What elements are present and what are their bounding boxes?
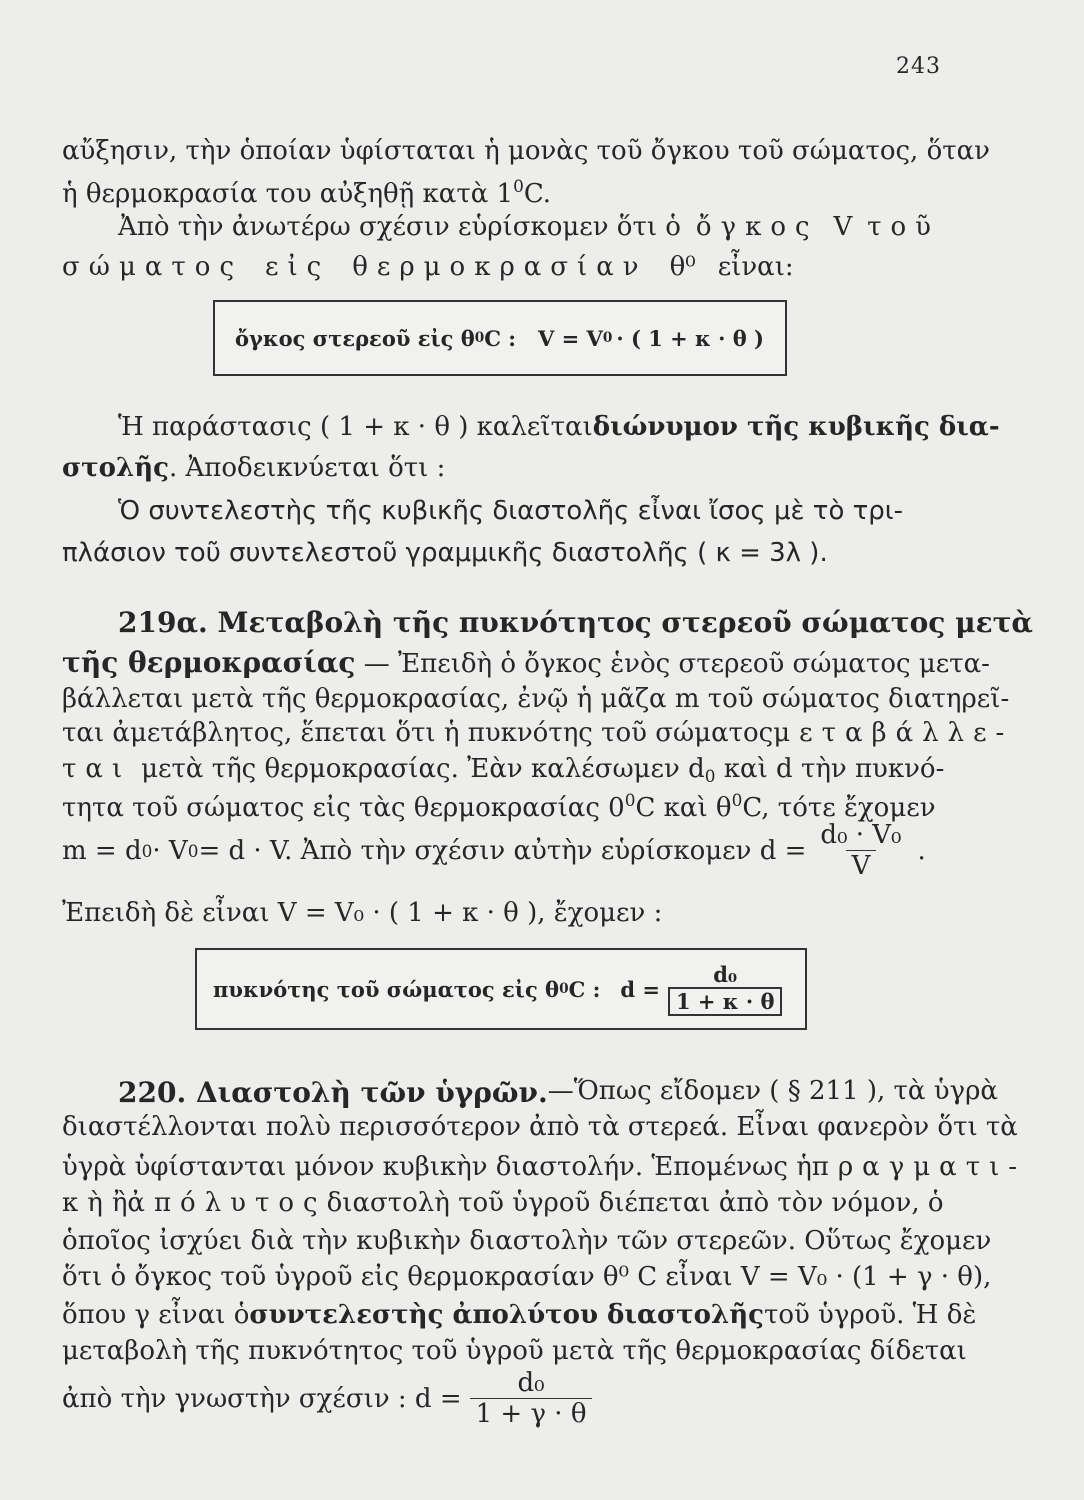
text-line: βάλλεται μετὰ τῆς θερμοκρασίας, ἐνῷ ἡ μᾶζα m τοῦ σώματος διατηρεῖ- bbox=[62, 684, 1010, 714]
text-line: ὁποῖος ἰσχύει διὰ τὴν κυβικὴν διαστολὴν τῶν στερεῶν. Οὕτως ἔχομεν bbox=[62, 1226, 992, 1256]
text-line: Ἐπειδὴ δὲ εἶναι V = V₀ · ( 1 + κ · θ ), ἔχομεν : bbox=[62, 898, 663, 928]
formula-box-density: πυκνότης τοῦ σώματος εἰς θ 0 C : d = $\frac{\text{d₀}}{1 + \kappa \cdot \theta}$ bbox=[195, 948, 807, 1030]
page-number: 243 bbox=[896, 54, 941, 79]
section-heading: 219α. Μεταβολὴ τῆς πυκνότητος στερεοῦ σώματος μετὰ bbox=[118, 606, 1033, 639]
text-line: σώματος εἰς θερμοκρασίαν θ⁰ εἶναι: bbox=[62, 252, 794, 282]
text-line: ὅτι ὁ ὄγκος τοῦ ὑγροῦ εἰς θερμοκρασίαν θ⁰ C εἶναι V = V₀ · (1 + γ · θ), bbox=[62, 1262, 992, 1292]
formula-box-volume: ὄγκος στερεοῦ εἰς θ 0 C : V = V 0 · ( 1 + κ · θ ) bbox=[213, 300, 787, 376]
equation-line: m = d 0 · V 0 = d · V. Ἀπὸ τὴν σχέσιν αὐτὴν εὑρίσκομεν d = $\frac{\text{d₀ · V₀}}{V}$ . bbox=[62, 820, 926, 881]
text-line: ὅπου γ εἶναι ὁ συντελεστὴς ἀπολύτου διαστολῆς τοῦ ὑγροῦ. Ἡ δὲ bbox=[62, 1300, 977, 1330]
text-line: αὔξησιν, τὴν ὁποίαν ὑφίσταται ἡ μονὰς τοῦ ὄγκου τοῦ σώματος, ὅταν bbox=[62, 136, 990, 166]
text-line: ται ἀμετάβλητος, ἕπεται ὅτι ἡ πυκνότης τοῦ σώματος μεταβάλλε- bbox=[62, 718, 1014, 748]
text-line: στολῆς. Ἀποδεικνύεται ὅτι : bbox=[62, 453, 446, 483]
section-heading: 220. Διαστολὴ τῶν ὑγρῶν. —Ὅπως εἴδομεν ( § 211 ), τὰ ὑγρὰ bbox=[118, 1076, 998, 1109]
text-line: Ὁ συντελεστὴς τῆς κυβικῆς διαστολῆς εἶναι ἴσος μὲ τὸ τρι- bbox=[118, 496, 903, 526]
equation-line: ἀπὸ τὴν γνωστὴν σχέσιν : d = $\frac{\text{d₀}}{1 + \gamma \cdot \theta}$ bbox=[62, 1368, 592, 1429]
text-line: ται μετὰ τῆς θερμοκρασίας. Ἐὰν καλέσωμεν $d_0$ καὶ d τὴν πυκνό- bbox=[62, 754, 945, 787]
text-line: τῆς θερμοκρασίας — Ἐπειδὴ ὁ ὄγκος ἑνὸς στερεοῦ σώματος μετα- bbox=[62, 646, 990, 679]
text-line: τητα τοῦ σώματος εἰς τὰς θερμοκρασίας $0^0C$ καὶ $\theta^0C$, τότε ἔχομεν bbox=[62, 790, 936, 824]
text-line: κὴ ἢ ἀπόλυτος διαστολὴ τοῦ ὑγροῦ διέπεται ἀπὸ τὸν νόμον, ὁ bbox=[62, 1188, 944, 1218]
fraction: $\frac{\text{d₀}}{1 + \kappa \cdot \theta}$ bbox=[668, 962, 783, 1016]
text-line: Ἡ παράστασις ( 1 + κ · θ ) καλεῖται διώνυμον τῆς κυβικῆς δια- bbox=[118, 412, 1000, 442]
text-line: πλάσιον τοῦ συντελεστοῦ γραμμικῆς διαστολῆς ( κ = 3λ ). bbox=[62, 538, 828, 568]
text-line: διαστέλλονται πολὺ περισσότερον ἀπὸ τὰ στερεά. Εἶναι φανερὸν ὅτι τὰ bbox=[62, 1112, 1018, 1142]
text-line: ἡ θερμοκρασία του αὐξηθῇ κατὰ $1^0C$. bbox=[62, 176, 552, 210]
text-line: ὑγρὰ ὑφίστανται μόνον κυβικὴν διαστολήν. Ἑπομένως ἡ πραγματι- bbox=[62, 1152, 1027, 1182]
fraction: $\frac{\text{d₀}}{1 + \gamma \cdot \theta}$ bbox=[470, 1368, 593, 1429]
text-line: μεταβολὴ τῆς πυκνότητος τοῦ ὑγροῦ μετὰ τῆς θερμοκρασίας δίδεται bbox=[62, 1336, 967, 1366]
fraction: $\frac{\text{d₀ · V₀}}{V}$ bbox=[820, 820, 902, 881]
text-line: Ἀπὸ τὴν ἀνωτέρω σχέσιν εὑρίσκομεν ὅτι ὁ ὄγκος V τοῦ bbox=[118, 212, 940, 242]
